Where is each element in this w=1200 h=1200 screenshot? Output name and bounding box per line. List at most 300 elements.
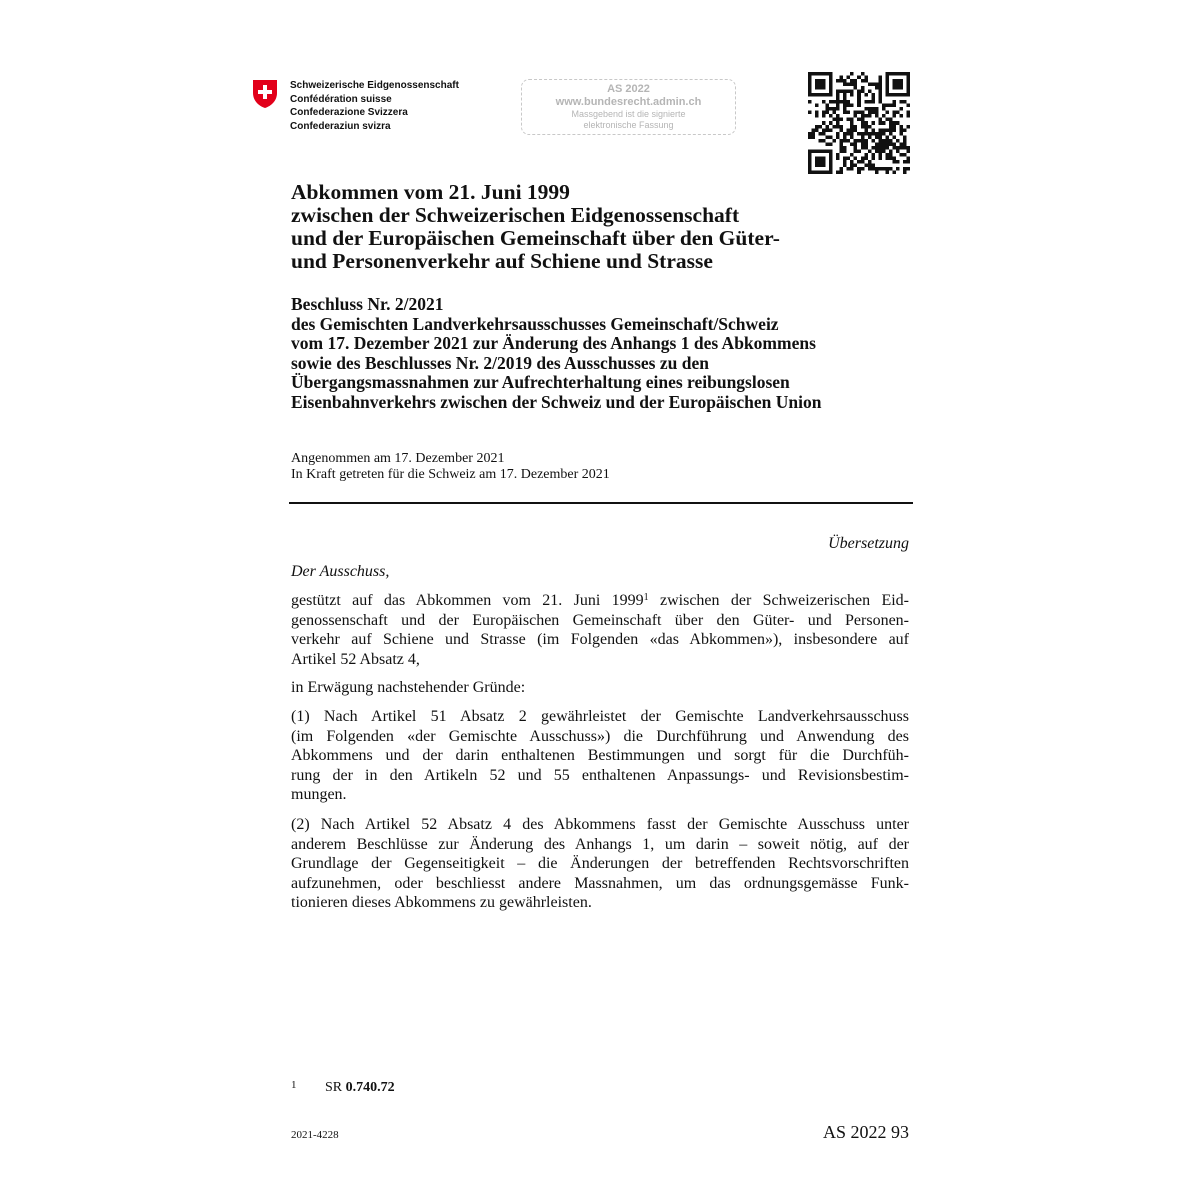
qr-module bbox=[843, 97, 847, 101]
qr-module bbox=[885, 79, 889, 83]
qr-module bbox=[847, 132, 851, 136]
qr-module bbox=[843, 107, 847, 111]
confederation-de: Schweizerische Eidgenossenschaft bbox=[290, 80, 459, 91]
qr-module bbox=[892, 125, 896, 129]
qr-module bbox=[896, 167, 900, 171]
qr-module bbox=[857, 100, 861, 104]
qr-module bbox=[875, 86, 879, 90]
qr-module bbox=[843, 135, 847, 139]
qr-module bbox=[896, 79, 900, 83]
qr-module bbox=[864, 79, 868, 83]
qr-module bbox=[861, 118, 865, 122]
qr-module bbox=[822, 93, 826, 97]
paragraph-line: anderem Beschlüsse zur Änderung des Anhangs 1, um darin – soweit nötig, auf der bbox=[291, 835, 909, 853]
qr-module bbox=[878, 132, 882, 136]
footnote bbox=[291, 1079, 395, 1096]
qr-module bbox=[903, 160, 907, 164]
qr-module bbox=[815, 72, 819, 76]
qr-module bbox=[829, 100, 833, 104]
paragraph-line: rung der in den Artikeln 52 und 55 enthaltenen Anpassungs- und Revisionsbestim- bbox=[291, 766, 909, 784]
qr-module bbox=[878, 142, 882, 146]
qr-module bbox=[850, 118, 854, 122]
qr-module bbox=[833, 125, 837, 129]
qr-module bbox=[875, 142, 879, 146]
qr-module bbox=[875, 111, 879, 115]
page-reference: AS 2022 93 bbox=[822, 1122, 909, 1142]
qr-module bbox=[861, 121, 865, 125]
confederation-rm: Confederaziun svizra bbox=[290, 120, 391, 132]
qr-module bbox=[815, 86, 819, 90]
qr-module bbox=[861, 125, 865, 129]
qr-module bbox=[906, 149, 910, 153]
committee-label: Der Ausschuss, bbox=[291, 563, 390, 580]
qr-module bbox=[868, 132, 872, 136]
qr-module bbox=[854, 163, 858, 167]
qr-module bbox=[871, 83, 875, 87]
qr-module bbox=[826, 107, 830, 111]
qr-module bbox=[812, 135, 816, 139]
qr-module bbox=[899, 153, 903, 157]
qr-module bbox=[864, 121, 868, 125]
as-note-2: elektronische Fassung bbox=[583, 120, 674, 130]
qr-module bbox=[812, 132, 816, 136]
qr-module bbox=[836, 118, 840, 122]
qr-module bbox=[808, 163, 812, 167]
qr-module bbox=[812, 149, 816, 153]
qr-module bbox=[864, 132, 868, 136]
subtitle-line: sowie des Beschlusses Nr. 2/2019 des Ausschusses zu den bbox=[291, 352, 709, 373]
qr-module bbox=[899, 83, 903, 87]
qr-module bbox=[808, 93, 812, 97]
qr-module bbox=[819, 139, 823, 143]
qr-module bbox=[822, 111, 826, 115]
qr-module bbox=[871, 132, 875, 136]
qr-module bbox=[850, 121, 854, 125]
qr-module bbox=[808, 100, 812, 104]
qr-module bbox=[829, 153, 833, 157]
qr-module bbox=[878, 121, 882, 125]
qr-module bbox=[840, 142, 844, 146]
qr-module bbox=[889, 121, 893, 125]
qr-module bbox=[906, 160, 910, 164]
as-year: AS 2022 bbox=[607, 83, 650, 95]
qr-module bbox=[878, 83, 882, 87]
paragraph-line: in Erwägung nachstehender Gründe: bbox=[291, 679, 526, 696]
qr-module bbox=[861, 79, 865, 83]
qr-module bbox=[822, 72, 826, 76]
qr-module bbox=[861, 146, 865, 150]
qr-module bbox=[896, 86, 900, 90]
qr-module bbox=[875, 170, 879, 174]
qr-module bbox=[903, 100, 907, 104]
qr-module bbox=[892, 83, 896, 87]
qr-module bbox=[892, 72, 896, 76]
qr-module bbox=[899, 93, 903, 97]
qr-module bbox=[885, 167, 889, 171]
qr-module bbox=[892, 135, 896, 139]
qr-module bbox=[903, 146, 907, 150]
qr-module bbox=[875, 114, 879, 118]
qr-module bbox=[868, 100, 872, 104]
qr-module bbox=[822, 163, 826, 167]
document-title bbox=[291, 181, 780, 273]
qr-module bbox=[868, 149, 872, 153]
qr-module bbox=[808, 79, 812, 83]
qr-module bbox=[847, 128, 851, 132]
qr-module bbox=[906, 146, 910, 150]
qr-module bbox=[840, 167, 844, 171]
qr-module bbox=[808, 135, 812, 139]
qr-module bbox=[850, 128, 854, 132]
qr-module bbox=[840, 146, 844, 150]
qr-module bbox=[878, 90, 882, 94]
qr-module bbox=[822, 149, 826, 153]
qr-module bbox=[906, 111, 910, 115]
qr-module bbox=[847, 118, 851, 122]
qr-module bbox=[885, 83, 889, 87]
qr-module bbox=[836, 156, 840, 160]
qr-module bbox=[861, 90, 865, 94]
qr-module bbox=[854, 146, 858, 150]
qr-module bbox=[819, 149, 823, 153]
qr-module bbox=[822, 170, 826, 174]
qr-module bbox=[864, 142, 868, 146]
qr-module bbox=[861, 139, 865, 143]
qr-module bbox=[878, 167, 882, 171]
qr-module bbox=[808, 83, 812, 87]
qr-module bbox=[808, 76, 812, 80]
qr-module bbox=[878, 86, 882, 90]
as-url: www.bundesrecht.admin.ch bbox=[555, 96, 702, 108]
paragraph-preamble bbox=[291, 591, 909, 669]
qr-module bbox=[882, 132, 886, 136]
qr-module bbox=[840, 90, 844, 94]
qr-module bbox=[868, 114, 872, 118]
qr-module bbox=[854, 128, 858, 132]
qr-module bbox=[906, 86, 910, 90]
qr-module bbox=[906, 104, 910, 108]
qr-module bbox=[808, 90, 812, 94]
subtitle-line: Beschluss Nr. 2/2021 bbox=[291, 294, 444, 314]
qr-module bbox=[875, 107, 879, 111]
qr-module bbox=[899, 146, 903, 150]
qr-module bbox=[906, 156, 910, 160]
qr-module bbox=[861, 72, 865, 76]
qr-module bbox=[815, 93, 819, 97]
qr-code-icon[interactable] bbox=[808, 72, 910, 174]
text-span: gestützt auf das Abkommen vom 21. Juni 1999 bbox=[291, 592, 644, 609]
qr-module bbox=[868, 90, 872, 94]
qr-module bbox=[882, 128, 886, 132]
qr-module bbox=[836, 121, 840, 125]
qr-module bbox=[843, 79, 847, 83]
qr-module bbox=[847, 167, 851, 171]
qr-module bbox=[857, 104, 861, 108]
qr-module bbox=[868, 107, 872, 111]
confederation-it: Confederazione Svizzera bbox=[290, 107, 408, 118]
qr-module bbox=[833, 111, 837, 115]
paragraph-line: genossenschaft und der Europäischen Gemeinschaft über den Güter- und Personen- bbox=[291, 611, 909, 629]
qr-module bbox=[871, 121, 875, 125]
qr-module bbox=[871, 97, 875, 101]
qr-module bbox=[892, 156, 896, 160]
qr-module bbox=[836, 104, 840, 108]
qr-module bbox=[885, 170, 889, 174]
qr-module bbox=[815, 160, 819, 164]
qr-module bbox=[822, 86, 826, 90]
qr-module bbox=[892, 160, 896, 164]
qr-module bbox=[850, 72, 854, 76]
qr-module bbox=[896, 72, 900, 76]
qr-module bbox=[899, 132, 903, 136]
qr-module bbox=[906, 125, 910, 129]
qr-module bbox=[819, 72, 823, 76]
qr-module bbox=[857, 132, 861, 136]
qr-module bbox=[871, 167, 875, 171]
qr-module bbox=[878, 149, 882, 153]
qr-module bbox=[822, 160, 826, 164]
qr-module bbox=[840, 139, 844, 143]
qr-module bbox=[850, 104, 854, 108]
qr-module bbox=[808, 170, 812, 174]
qr-module bbox=[822, 132, 826, 136]
qr-module bbox=[868, 83, 872, 87]
qr-module bbox=[875, 149, 879, 153]
paragraph-line: Artikel 52 Absatz 4, bbox=[291, 650, 420, 668]
qr-module bbox=[836, 100, 840, 104]
qr-module bbox=[822, 156, 826, 160]
qr-module bbox=[829, 163, 833, 167]
qr-module bbox=[826, 72, 830, 76]
qr-module bbox=[847, 76, 851, 80]
qr-module bbox=[875, 132, 879, 136]
qr-module bbox=[892, 121, 896, 125]
qr-module bbox=[864, 139, 868, 143]
qr-module bbox=[843, 93, 847, 97]
qr-module bbox=[892, 79, 896, 83]
qr-module bbox=[906, 76, 910, 80]
qr-module bbox=[889, 118, 893, 122]
qr-module bbox=[885, 118, 889, 122]
qr-module bbox=[847, 156, 851, 160]
qr-module bbox=[829, 83, 833, 87]
qr-module bbox=[899, 142, 903, 146]
qr-module bbox=[836, 132, 840, 136]
qr-module bbox=[826, 170, 830, 174]
qr-module bbox=[885, 156, 889, 160]
qr-module bbox=[812, 170, 816, 174]
qr-module bbox=[861, 111, 865, 115]
qr-module bbox=[868, 167, 872, 171]
qr-module bbox=[829, 90, 833, 94]
qr-module bbox=[885, 153, 889, 157]
qr-module bbox=[889, 93, 893, 97]
qr-module bbox=[815, 83, 819, 87]
qr-module bbox=[899, 114, 903, 118]
title-line: zwischen der Schweizerischen Eidgenossenschaft bbox=[291, 203, 740, 227]
qr-module bbox=[899, 79, 903, 83]
qr-module bbox=[889, 128, 893, 132]
qr-module bbox=[829, 121, 833, 125]
qr-module bbox=[819, 170, 823, 174]
qr-module bbox=[829, 79, 833, 83]
confederation-fr: Confédération suisse bbox=[290, 93, 392, 105]
qr-module bbox=[822, 79, 826, 83]
footnote-reference[interactable]: 0.740.72 bbox=[345, 1080, 395, 1095]
qr-module bbox=[854, 142, 858, 146]
qr-module bbox=[826, 135, 830, 139]
qr-module bbox=[861, 132, 865, 136]
adoption-dates bbox=[291, 451, 610, 482]
paragraph-considerations bbox=[291, 678, 909, 698]
qr-module bbox=[861, 142, 865, 146]
confederation-names bbox=[290, 79, 459, 133]
paragraph-line bbox=[291, 591, 909, 611]
qr-module bbox=[850, 160, 854, 164]
qr-module bbox=[892, 170, 896, 174]
qr-module bbox=[826, 128, 830, 132]
qr-module bbox=[819, 125, 823, 129]
qr-module bbox=[889, 156, 893, 160]
paragraph-recital-1 bbox=[291, 707, 909, 805]
qr-module bbox=[843, 132, 847, 136]
qr-module bbox=[878, 76, 882, 80]
qr-module bbox=[903, 128, 907, 132]
qr-module bbox=[822, 114, 826, 118]
qr-module bbox=[906, 90, 910, 94]
paragraph-line: Abkommens und der darin enthaltenen Bestimmungen und sorgt für die Durchfüh- bbox=[291, 747, 909, 764]
qr-module bbox=[906, 167, 910, 171]
qr-module bbox=[833, 107, 837, 111]
qr-module bbox=[819, 156, 823, 160]
paragraph-line: mungen. bbox=[291, 786, 347, 803]
qr-module bbox=[906, 72, 910, 76]
qr-module bbox=[892, 146, 896, 150]
qr-module bbox=[889, 149, 893, 153]
qr-module bbox=[896, 111, 900, 115]
qr-module bbox=[878, 118, 882, 122]
qr-module bbox=[899, 72, 903, 76]
qr-module bbox=[882, 149, 886, 153]
qr-module bbox=[843, 163, 847, 167]
qr-module bbox=[861, 160, 865, 164]
qr-module bbox=[836, 79, 840, 83]
qr-module bbox=[836, 153, 840, 157]
qr-module bbox=[892, 114, 896, 118]
qr-module bbox=[871, 100, 875, 104]
qr-module bbox=[857, 118, 861, 122]
paragraph-line: aufzunehmen, oder beschliesst andere Massnahmen, um das ordnungsgemässe Funk- bbox=[291, 874, 909, 892]
qr-module bbox=[829, 170, 833, 174]
qr-module bbox=[843, 100, 847, 104]
as-note-1: Massgebend ist die signierte bbox=[571, 109, 686, 119]
qr-module bbox=[903, 72, 907, 76]
qr-module bbox=[864, 146, 868, 150]
qr-module bbox=[892, 111, 896, 115]
footnote-marker[interactable]: 1 bbox=[643, 592, 649, 603]
qr-module bbox=[903, 139, 907, 143]
paragraph-line: tionieren dieses Abkommens zu gewährleisten. bbox=[291, 894, 592, 911]
qr-module bbox=[906, 114, 910, 118]
qr-module bbox=[854, 156, 858, 160]
qr-module bbox=[871, 156, 875, 160]
qr-module bbox=[868, 160, 872, 164]
subtitle-line: des Gemischten Landverkehrsausschusses Gemeinschaft/Schweiz bbox=[291, 313, 779, 334]
qr-module bbox=[878, 79, 882, 83]
qr-module bbox=[857, 160, 861, 164]
qr-module bbox=[836, 114, 840, 118]
qr-module bbox=[878, 100, 882, 104]
title-line: und der Europäischen Gemeinschaft über den Güter- bbox=[291, 226, 780, 250]
paragraph-line: (1) Nach Artikel 51 Absatz 2 gewährleistet der Gemischte Landverkehrsausschuss bbox=[291, 708, 909, 725]
qr-module bbox=[885, 142, 889, 146]
qr-module bbox=[885, 90, 889, 94]
qr-module bbox=[829, 86, 833, 90]
qr-module bbox=[815, 114, 819, 118]
qr-module bbox=[896, 149, 900, 153]
qr-module bbox=[850, 142, 854, 146]
qr-module bbox=[822, 83, 826, 87]
qr-module bbox=[878, 156, 882, 160]
qr-module bbox=[812, 128, 816, 132]
qr-module bbox=[882, 121, 886, 125]
qr-module bbox=[850, 83, 854, 87]
qr-module bbox=[843, 160, 847, 164]
paragraph-recital-2 bbox=[291, 815, 909, 913]
qr-module bbox=[871, 107, 875, 111]
qr-module bbox=[815, 79, 819, 83]
qr-module bbox=[836, 135, 840, 139]
qr-module bbox=[871, 128, 875, 132]
qr-module bbox=[829, 72, 833, 76]
title-line: und Personenverkehr auf Schiene und Strasse bbox=[291, 249, 713, 273]
qr-module bbox=[840, 125, 844, 129]
subtitle-line: Übergangsmassnahmen zur Aufrechterhaltung eines reibungslosen bbox=[291, 372, 790, 392]
qr-module bbox=[864, 153, 868, 157]
qr-module bbox=[885, 76, 889, 80]
qr-module bbox=[861, 135, 865, 139]
qr-module bbox=[896, 160, 900, 164]
qr-module bbox=[868, 163, 872, 167]
paragraph-line: (2) Nach Artikel 52 Absatz 4 des Abkommens fasst der Gemischte Ausschuss unter bbox=[291, 816, 909, 833]
subtitle-line: Eisenbahnverkehrs zwischen der Schweiz und der Europäischen Union bbox=[291, 391, 822, 412]
qr-module bbox=[882, 167, 886, 171]
qr-module bbox=[892, 104, 896, 108]
qr-module bbox=[882, 142, 886, 146]
qr-module bbox=[857, 90, 861, 94]
qr-module bbox=[826, 142, 830, 146]
qr-module bbox=[864, 156, 868, 160]
qr-module bbox=[892, 142, 896, 146]
qr-module bbox=[819, 160, 823, 164]
qr-module bbox=[850, 125, 854, 129]
qr-module bbox=[892, 86, 896, 90]
qr-module bbox=[826, 149, 830, 153]
qr-module bbox=[840, 79, 844, 83]
qr-module bbox=[864, 93, 868, 97]
qr-module bbox=[896, 139, 900, 143]
qr-module bbox=[829, 160, 833, 164]
qr-module bbox=[892, 128, 896, 132]
qr-module bbox=[815, 104, 819, 108]
qr-module bbox=[878, 146, 882, 150]
qr-module bbox=[829, 135, 833, 139]
qr-module bbox=[815, 128, 819, 132]
qr-module bbox=[829, 142, 833, 146]
qr-module bbox=[885, 146, 889, 150]
qr-module bbox=[864, 114, 868, 118]
qr-module bbox=[840, 170, 844, 174]
